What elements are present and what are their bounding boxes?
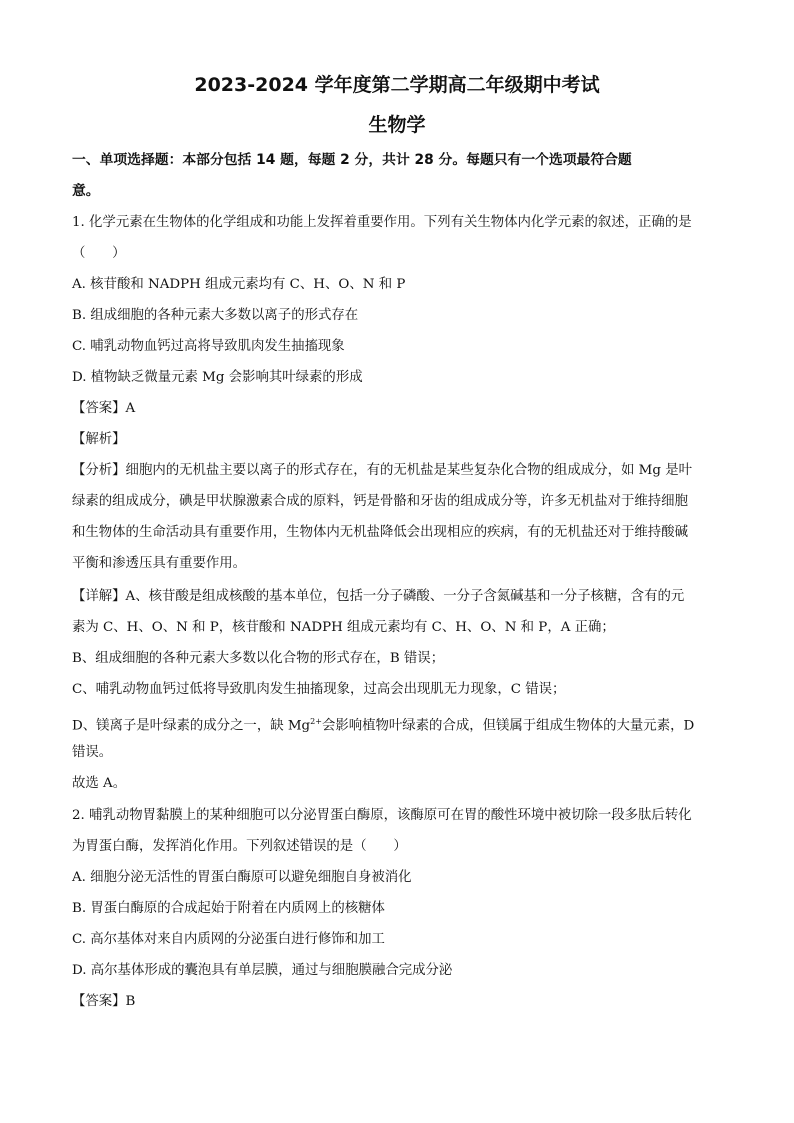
q1-answer: 【答案】A (72, 401, 136, 416)
q1-option-b: B. 组成细胞的各种元素大多数以离子的形式存在 (72, 308, 359, 323)
q1-detail: 【详解】A、核苷酸是组成核酸的基本单位，包括一分子磷酸、一分子含氮碱基和一分子核糖，含有的元 (72, 589, 685, 604)
q1-analysis: 绿素的组成成分，碘是甲状腺激素合成的原料，钙是骨骼和牙齿的组成成分等，许多无机盐对于维持细胞 (72, 494, 688, 509)
q1-detail-d (72, 712, 732, 736)
q1-detail-d-start: D、镁离子是叶绿素的成分之一，缺 Mg (72, 718, 311, 734)
q1-stem-bracket: （ ） (72, 246, 126, 261)
q1-analysis-label: 【解析】 (72, 432, 126, 447)
section-heading: 一、单项选择题：本部分包括 14 题，每题 2 分，共计 28 分。每题只有一个选项最符合题 (72, 152, 632, 168)
q1-analysis: 【分析】细胞内的无机盐主要以离子的形式存在，有的无机盐是某些复杂化合物的组成成分，如 Mg 是叶 (72, 463, 692, 478)
q1-detail: C、哺乳动物血钙过低将导致肌肉发生抽搐现象，过高会出现肌无力现象，C 错误； (72, 682, 566, 697)
q1-stem: 1. 化学元素在生物体的化学组成和功能上发挥着重要作用。下列有关生物体内化学元素的叙述，正确的是 (72, 215, 692, 230)
q2-option-b: B. 胃蛋白酶原的合成起始于附着在内质网上的核糖体 (72, 901, 385, 916)
q2-option-d: D. 高尔基体形成的囊泡具有单层膜，通过与细胞膜融合完成分泌 (72, 963, 453, 978)
q1-detail-d-end: 会影响植物叶绿素的合成，但镁属于组成生物体的大量元素，D (321, 718, 695, 734)
q2-option-a: A. 细胞分泌无活性的胃蛋白酶原可以避免细胞自身被消化 (72, 870, 412, 885)
subject-title: 生物学 (368, 114, 426, 136)
q1-option-d: D. 植物缺乏微量元素 Mg 会影响其叶绿素的形成 (72, 370, 363, 385)
exam-title: 2023-2024 学年度第二学期高二年级期中考试 (194, 74, 600, 96)
magnesium-charge: 2+ (310, 717, 322, 726)
q2-answer: 【答案】B (72, 994, 136, 1009)
q2-stem: 2. 哺乳动物胃黏膜上的某种细胞可以分泌胃蛋白酶原，该酶原可在胃的酸性环境中被切除一段多肽后转化 (72, 808, 692, 823)
q2-option-c: C. 高尔基体对来自内质网的分泌蛋白进行修饰和加工 (72, 932, 385, 947)
section-heading-cont: 意。 (72, 183, 100, 199)
q1-detail: 素为 C、H、O、N 和 P，核苷酸和 NADPH 组成元素均有 C、H、O、N 和 P，A 正确； (72, 620, 615, 635)
q1-option-a: A. 核苷酸和 NADPH 组成元素均有 C、H、O、N 和 P (72, 277, 406, 292)
q1-analysis: 和生物体的生命活动具有重要作用，生物体内无机盐降低会出现相应的疾病，有的无机盐还对于维持酸碱 (72, 525, 688, 540)
q1-option-c: C. 哺乳动物血钙过高将导致肌肉发生抽搐现象 (72, 339, 345, 354)
q1-detail: B、组成细胞的各种元素大多数以化合物的形式存在，B 错误； (72, 651, 445, 666)
q2-stem: 为胃蛋白酶，发挥消化作用。下列叙述错误的是（ ） (72, 839, 407, 854)
q1-conclusion: 故选 A。 (72, 776, 127, 791)
q1-analysis: 平衡和渗透压具有重要作用。 (72, 556, 247, 571)
q1-detail: 错误。 (72, 745, 113, 760)
